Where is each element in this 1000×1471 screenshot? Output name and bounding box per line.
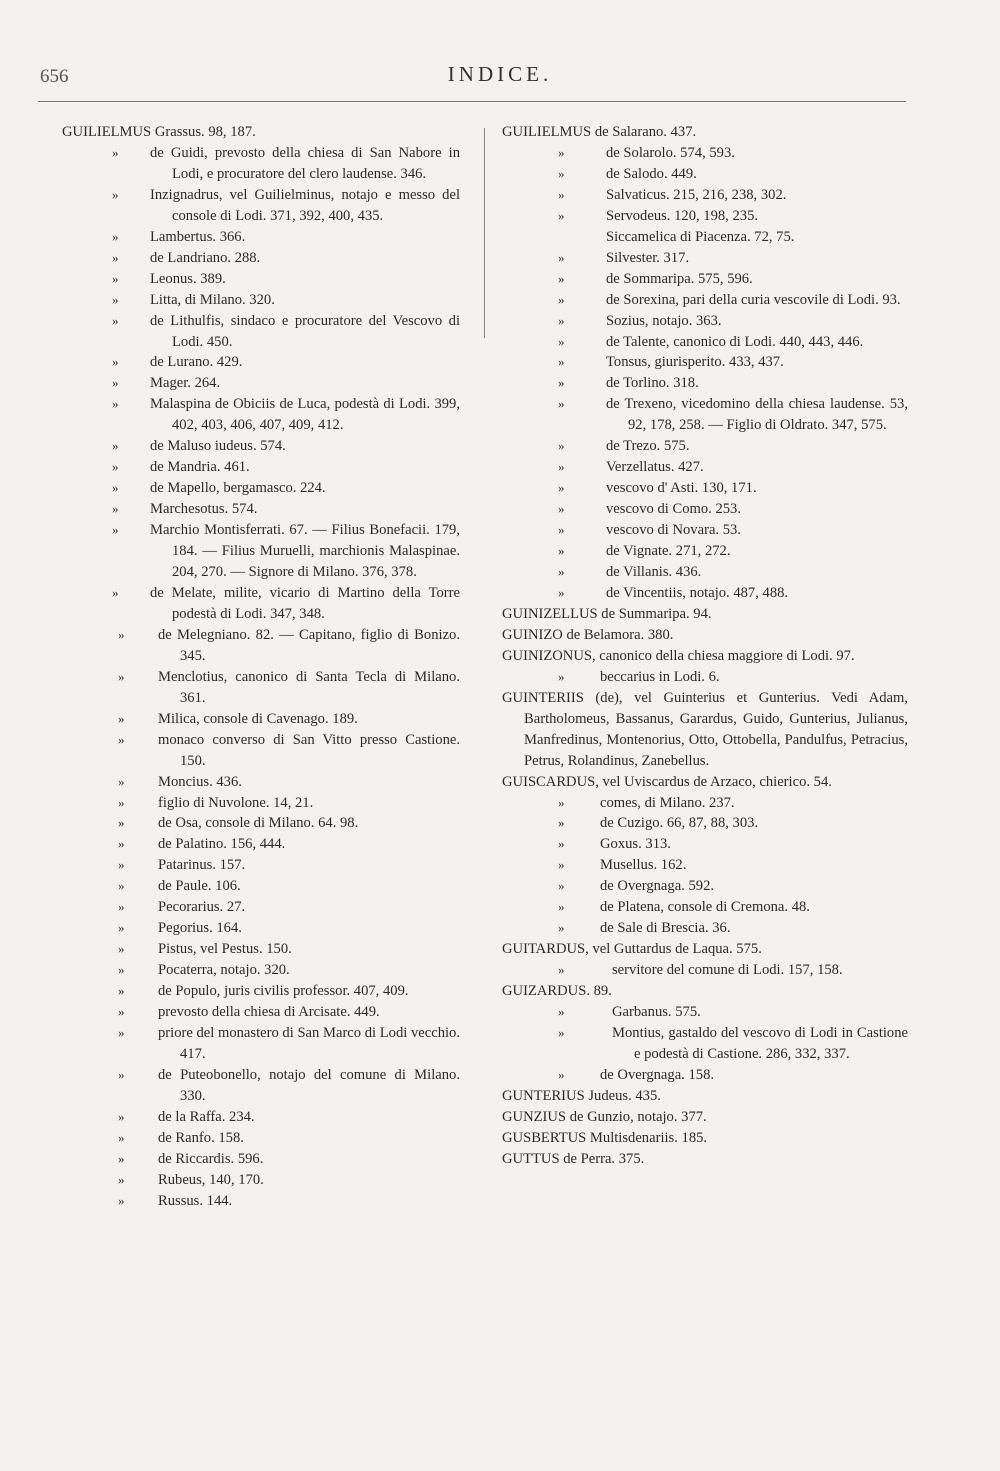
entry-text: GUINTERIIS (de), vel Guinterius et Gunterius. Vedi Adam, Bartholomeus, Bassanus, Garardus, Guido, Gunterius, Julianus, Manfredinus, Montenorius, Otto, Ottobella, Pandulfus, Petracius, Petrus, Rolandinus, Zanebellus.	[502, 689, 908, 769]
index-entry	[62, 709, 460, 730]
ditto-marker: »	[112, 144, 119, 160]
right-column	[502, 122, 908, 1170]
index-entry	[502, 206, 908, 227]
entry-text: de Sorexina, pari della curia vescovile di Lodi. 93.	[606, 291, 901, 308]
index-entry	[62, 143, 460, 185]
index-entry	[502, 1065, 908, 1086]
entry-text: Montius, gastaldo del vescovo di Lodi in Castione e podestà di Castione. 286, 332, 337.	[612, 1024, 908, 1062]
entry-text: de Ranfo. 158.	[158, 1129, 244, 1146]
index-entry	[502, 290, 908, 311]
entry-text: GUINIZONUS, canonico della chiesa maggiore di Lodi. 97.	[502, 647, 855, 664]
ditto-marker: »	[112, 186, 119, 202]
index-entry	[502, 981, 908, 1002]
index-entry	[502, 646, 908, 667]
ditto-marker: »	[558, 1004, 565, 1020]
entry-text: de Overgnaga. 158.	[600, 1066, 715, 1083]
entry-text: de Vignate. 271, 272.	[606, 543, 731, 560]
ditto-marker: »	[112, 480, 119, 496]
ditto-marker: »	[558, 480, 565, 496]
entry-text: de Guidi, prevosto della chiesa di San Nabore in Lodi, e procuratore del clero laudense. 346.	[150, 144, 460, 182]
entry-text: Servodeus. 120, 198, 235.	[606, 207, 759, 224]
ditto-marker: »	[118, 668, 125, 684]
index-entry	[62, 373, 460, 394]
index-entry	[62, 352, 460, 373]
entry-text: Leonus. 389.	[150, 270, 226, 287]
entry-text: beccarius in Lodi. 6.	[600, 668, 720, 685]
ditto-marker: »	[118, 1150, 125, 1166]
ditto-marker: »	[118, 983, 125, 999]
ditto-marker: »	[118, 710, 125, 726]
left-column	[62, 122, 460, 1212]
index-entry	[62, 625, 460, 667]
entry-text: GUSBERTUS Multisdenariis. 185.	[502, 1129, 708, 1146]
ditto-marker: »	[118, 920, 125, 936]
index-entry	[502, 478, 908, 499]
index-entry	[502, 143, 908, 164]
index-entry	[62, 855, 460, 876]
index-entry	[502, 122, 908, 143]
entry-text: de Solarolo. 574, 593.	[606, 144, 735, 161]
index-entry	[502, 625, 908, 646]
ditto-marker: »	[112, 438, 119, 454]
ditto-marker: »	[558, 899, 565, 915]
ditto-marker: »	[558, 165, 565, 181]
index-entry	[502, 939, 908, 960]
index-entry	[502, 311, 908, 332]
ditto-marker: »	[558, 1066, 565, 1082]
index-entry	[502, 897, 908, 918]
entry-text: Garbanus. 575.	[612, 1004, 701, 1021]
ditto-marker: »	[118, 1171, 125, 1187]
entry-text: GUIZARDUS. 89.	[502, 983, 612, 1000]
index-entry	[502, 185, 908, 206]
index-entry	[62, 834, 460, 855]
ditto-marker: »	[558, 962, 565, 978]
ditto-marker: »	[558, 564, 565, 580]
ditto-marker: »	[558, 543, 565, 559]
ditto-marker: »	[112, 291, 119, 307]
ditto-marker: »	[112, 522, 119, 538]
index-entry	[62, 1128, 460, 1149]
entry-text: Patarinus. 157.	[158, 857, 246, 874]
index-entry	[502, 583, 908, 604]
index-entry	[502, 1023, 908, 1065]
entry-text: de Trexeno, vicedomino della chiesa laudense. 53, 92, 178, 258. — Figlio di Oldrato. 347, 575.	[606, 396, 908, 434]
ditto-marker: »	[112, 375, 119, 391]
ditto-marker: »	[118, 899, 125, 915]
column-divider	[484, 128, 485, 338]
index-entry	[62, 876, 460, 897]
index-entry	[62, 813, 460, 834]
index-entry	[62, 478, 460, 499]
entry-text: de Melegniano. 82. — Capitano, figlio di Bonizo. 345.	[158, 626, 460, 664]
index-entry	[62, 1149, 460, 1170]
ditto-marker: »	[558, 312, 565, 328]
index-entry	[62, 918, 460, 939]
ditto-marker: »	[558, 333, 565, 349]
index-entry	[62, 311, 460, 353]
index-entry	[62, 394, 460, 436]
entry-text: figlio di Nuvolone. 14, 21.	[158, 794, 314, 811]
entry-text: GUISCARDUS, vel Uviscardus de Arzaco, chierico. 54.	[502, 773, 832, 790]
index-entry	[62, 793, 460, 814]
index-entry	[62, 981, 460, 1002]
index-entry	[62, 1065, 460, 1107]
entry-text: de Landriano. 288.	[150, 249, 261, 266]
ditto-marker: »	[558, 794, 565, 810]
index-entry	[62, 185, 460, 227]
entry-text: de Paule. 106.	[158, 878, 241, 895]
ditto-marker: »	[112, 354, 119, 370]
entry-text: de Palatino. 156, 444.	[158, 836, 286, 853]
index-entry	[62, 269, 460, 290]
ditto-marker: »	[118, 1192, 125, 1208]
entry-text: de Puteobonello, notajo del comune di Milano. 330.	[158, 1066, 460, 1104]
entry-text: Musellus. 162.	[600, 857, 687, 874]
ditto-marker: »	[118, 815, 125, 831]
index-entry	[502, 1107, 908, 1128]
index-entry	[62, 290, 460, 311]
entry-text: GUTTUS de Perra. 375.	[502, 1150, 645, 1167]
index-entry	[502, 688, 908, 772]
entry-text: GUINIZO de Belamora. 380.	[502, 626, 674, 643]
entry-text: Pecorarius. 27.	[158, 899, 246, 916]
ditto-marker: »	[112, 396, 119, 412]
index-entry	[502, 834, 908, 855]
entry-text: Sozius, notajo. 363.	[606, 312, 722, 329]
entry-text: Mager. 264.	[150, 375, 221, 392]
index-entry	[62, 457, 460, 478]
ditto-marker: »	[558, 144, 565, 160]
entry-text: servitore del comune di Lodi. 157, 158.	[612, 962, 843, 979]
ditto-marker: »	[558, 396, 565, 412]
ditto-marker: »	[558, 1024, 565, 1040]
ditto-marker: »	[112, 501, 119, 517]
index-entry	[62, 939, 460, 960]
page-number: 656	[40, 66, 69, 87]
entry-text: de Riccardis. 596.	[158, 1150, 264, 1167]
ditto-marker: »	[558, 815, 565, 831]
ditto-marker: »	[558, 249, 565, 265]
ditto-marker: »	[558, 584, 565, 600]
index-entry	[502, 793, 908, 814]
index-entry	[502, 1002, 908, 1023]
entry-text: Pistus, vel Pestus. 150.	[158, 941, 292, 958]
entry-text: de Cuzigo. 66, 87, 88, 303.	[600, 815, 759, 832]
entry-text: GUNTERIUS Judeus. 435.	[502, 1087, 661, 1104]
ditto-marker: »	[118, 857, 125, 873]
index-entry	[502, 164, 908, 185]
ditto-marker: »	[118, 1004, 125, 1020]
entry-text: monaco converso di San Vitto presso Castione. 150.	[158, 731, 460, 769]
ditto-marker: »	[118, 1108, 125, 1124]
ditto-marker: »	[118, 731, 125, 747]
entry-text: GUNZIUS de Gunzio, notajo. 377.	[502, 1108, 707, 1125]
entry-text: Menclotius, canonico di Santa Tecla di Milano. 361.	[158, 668, 460, 706]
index-entry	[502, 960, 908, 981]
index-entry	[62, 960, 460, 981]
ditto-marker: »	[118, 836, 125, 852]
entry-text: de Torlino. 318.	[606, 375, 699, 392]
index-entry	[502, 541, 908, 562]
index-entry	[502, 499, 908, 520]
ditto-marker: »	[558, 522, 565, 538]
entry-text: de Lithulfis, sindaco e procuratore del Vescovo di Lodi. 450.	[150, 312, 460, 350]
index-entry	[502, 227, 908, 248]
entry-text: Russus. 144.	[158, 1192, 233, 1209]
index-entry	[62, 772, 460, 793]
ditto-marker: »	[558, 207, 565, 223]
entry-text: de Trezo. 575.	[606, 438, 690, 455]
entry-text: vescovo d' Asti. 130, 171.	[606, 480, 757, 497]
entry-text: GUINIZELLUS de Summaripa. 94.	[502, 605, 712, 622]
index-entry	[62, 730, 460, 772]
entry-text: comes, di Milano. 237.	[600, 794, 735, 811]
index-entry	[62, 520, 460, 583]
entry-text: GUITARDUS, vel Guttardus de Laqua. 575.	[502, 941, 762, 958]
index-entry	[502, 520, 908, 541]
ditto-marker: »	[558, 459, 565, 475]
index-entry	[502, 562, 908, 583]
index-entry	[62, 248, 460, 269]
index-entry	[62, 1107, 460, 1128]
entry-text: de Villanis. 436.	[606, 564, 702, 581]
entry-text: Pocaterra, notajo. 320.	[158, 962, 290, 979]
index-entry	[502, 876, 908, 897]
entry-text: de Lurano. 429.	[150, 354, 243, 371]
ditto-marker: »	[558, 501, 565, 517]
entry-text: Marchesotus. 574.	[150, 501, 258, 518]
entry-text: Inzignadrus, vel Guilielminus, notajo e messo del console di Lodi. 371, 392, 400, 435.	[150, 186, 460, 224]
entry-text: GUILIELMUS de Salarano. 437.	[502, 124, 697, 140]
ditto-marker: »	[558, 438, 565, 454]
entry-text: de Sommaripa. 575, 596.	[606, 270, 753, 287]
index-entry	[502, 248, 908, 269]
ditto-marker: »	[558, 878, 565, 894]
entry-text: Milica, console di Cavenago. 189.	[158, 710, 358, 727]
entry-text: Malaspina de Obiciis de Luca, podestà di Lodi. 399, 402, 403, 406, 407, 409, 412.	[150, 396, 460, 434]
index-entry	[502, 352, 908, 373]
entry-text: de Sale di Brescia. 36.	[600, 920, 731, 937]
entry-text: Verzellatus. 427.	[606, 459, 704, 476]
ditto-marker: »	[558, 857, 565, 873]
index-entry	[502, 457, 908, 478]
index-entry	[502, 1086, 908, 1107]
ditto-marker: »	[112, 249, 119, 265]
entry-text: Silvester. 317.	[606, 249, 690, 266]
entry-text: vescovo di Novara. 53.	[606, 522, 741, 539]
index-entry	[62, 583, 460, 625]
ditto-marker: »	[558, 920, 565, 936]
index-entry	[502, 813, 908, 834]
ditto-marker: »	[118, 941, 125, 957]
ditto-marker: »	[558, 270, 565, 286]
entry-text: de Osa, console di Milano. 64. 98.	[158, 815, 359, 832]
ditto-marker: »	[558, 186, 565, 202]
index-entry	[502, 604, 908, 625]
index-entry	[62, 1002, 460, 1023]
ditto-marker: »	[118, 1024, 125, 1040]
entry-text: de Vincentiis, notajo. 487, 488.	[606, 584, 789, 601]
ditto-marker: »	[558, 836, 565, 852]
entry-text: Tonsus, giurisperito. 433, 437.	[606, 354, 784, 371]
entry-text: de Talente, canonico di Lodi. 440, 443, 446.	[606, 333, 864, 350]
entry-text: prevosto della chiesa di Arcisate. 449.	[158, 1004, 380, 1021]
entry-text: Lambertus. 366.	[150, 228, 246, 245]
index-entry	[62, 122, 460, 143]
entry-text: Pegorius. 164.	[158, 920, 242, 937]
index-entry	[62, 1170, 460, 1191]
ditto-marker: »	[118, 1129, 125, 1145]
index-entry	[62, 667, 460, 709]
ditto-marker: »	[118, 794, 125, 810]
entry-text: Salvaticus. 215, 216, 238, 302.	[606, 186, 787, 203]
entry-text: de Maluso iudeus. 574.	[150, 438, 286, 455]
ditto-marker: »	[558, 291, 565, 307]
header-rule	[38, 101, 906, 102]
entry-text: priore del monastero di San Marco di Lodi vecchio. 417.	[158, 1024, 460, 1062]
entry-text: GUILIELMUS Grassus. 98, 187.	[62, 124, 256, 140]
ditto-marker: »	[118, 1066, 125, 1082]
ditto-marker: »	[112, 312, 119, 328]
ditto-marker: »	[118, 962, 125, 978]
ditto-marker: »	[558, 354, 565, 370]
index-entry	[502, 772, 908, 793]
index-entry	[502, 1149, 908, 1170]
ditto-marker: »	[558, 375, 565, 391]
entry-text: de Salodo. 449.	[606, 165, 697, 182]
index-entry	[62, 499, 460, 520]
entry-text: de Overgnaga. 592.	[600, 878, 715, 895]
entry-text: de Melate, milite, vicario di Martino della Torre podestà di Lodi. 347, 348.	[150, 584, 460, 622]
index-entry	[502, 1128, 908, 1149]
ditto-marker: »	[118, 773, 125, 789]
ditto-marker: »	[112, 584, 119, 600]
entry-text: vescovo di Como. 253.	[606, 501, 741, 518]
entry-text: Rubeus, 140, 170.	[158, 1171, 264, 1188]
index-entry	[502, 436, 908, 457]
entry-text: Goxus. 313.	[600, 836, 671, 853]
index-entry	[62, 1023, 460, 1065]
ditto-marker: »	[118, 626, 125, 642]
entry-text: de Platena, console di Cremona. 48.	[600, 899, 810, 916]
entry-text: Marchio Montisferrati. 67. — Filius Bonefacii. 179, 184. — Filius Muruelli, marchionis Malaspinae. 204, 270. — Signore di Milano. 376, 378.	[150, 522, 460, 581]
entry-text: Litta, di Milano. 320.	[150, 291, 275, 308]
index-entry	[502, 918, 908, 939]
index-entry	[62, 436, 460, 457]
ditto-marker: »	[112, 459, 119, 475]
index-entry	[502, 394, 908, 436]
index-entry	[62, 897, 460, 918]
entry-text: Moncius. 436.	[158, 773, 242, 790]
entry-text: de Populo, juris civilis professor. 407, 409.	[158, 983, 409, 1000]
index-entry	[502, 373, 908, 394]
entry-text: de Mapello, bergamasco. 224.	[150, 480, 326, 497]
index-entry	[502, 269, 908, 290]
index-entry	[502, 332, 908, 353]
ditto-marker: »	[118, 878, 125, 894]
index-entry	[502, 667, 908, 688]
ditto-marker: »	[112, 270, 119, 286]
index-entry	[62, 227, 460, 248]
entry-text: de la Raffa. 234.	[158, 1108, 255, 1125]
entry-text: Siccamelica di Piacenza. 72, 75.	[606, 228, 795, 245]
ditto-marker: »	[112, 228, 119, 244]
index-entry	[62, 1191, 460, 1212]
entry-text: de Mandria. 461.	[150, 459, 250, 476]
ditto-marker: »	[558, 668, 565, 684]
page-title: INDICE.	[447, 62, 553, 86]
index-entry	[502, 855, 908, 876]
